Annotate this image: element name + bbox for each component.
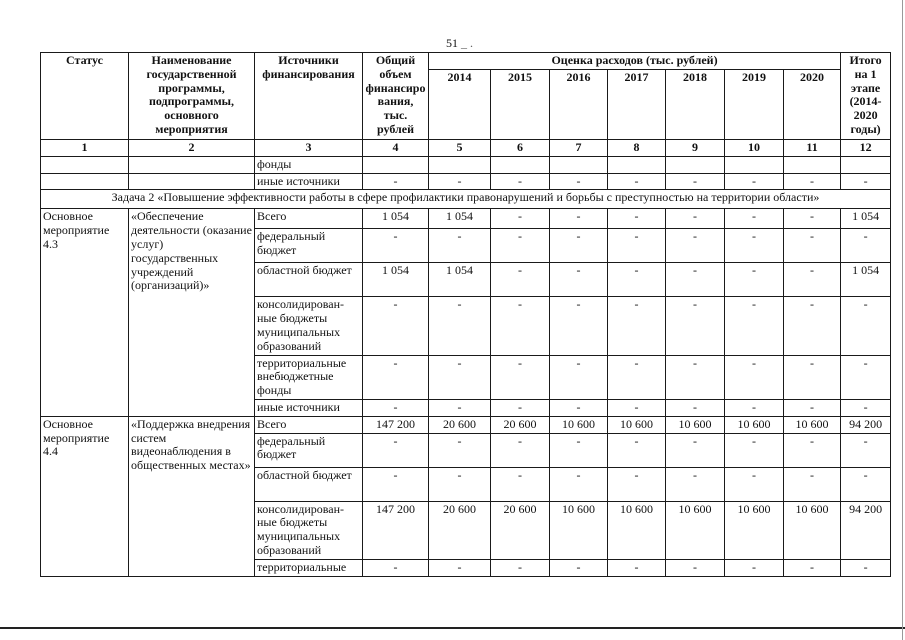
value-cell: - bbox=[429, 433, 491, 467]
source-cell: иные источники bbox=[255, 399, 363, 416]
value-cell: - bbox=[550, 297, 608, 355]
value-cell: - bbox=[491, 467, 550, 501]
value-cell: - bbox=[608, 433, 666, 467]
column-number: 6 bbox=[491, 139, 550, 156]
source-cell: областной бюджет bbox=[255, 467, 363, 501]
value-cell: - bbox=[429, 399, 491, 416]
source-cell: Всего bbox=[255, 416, 363, 433]
value-cell: 20 600 bbox=[429, 416, 491, 433]
value-cell: 10 600 bbox=[666, 501, 725, 559]
value-cell: 10 600 bbox=[784, 416, 841, 433]
value-cell: - bbox=[491, 355, 550, 399]
value-cell: 10 600 bbox=[666, 416, 725, 433]
table-row bbox=[41, 173, 891, 190]
value-cell: - bbox=[491, 173, 550, 190]
task-heading: Задача 2 «Повышение эффективности работы в сфере профилактики правонарушений и борьбы с преступностью на территории области» bbox=[41, 190, 891, 209]
scan-bottom-border bbox=[0, 627, 905, 629]
source-cell: Всего bbox=[255, 209, 363, 229]
value-cell: - bbox=[666, 355, 725, 399]
value-cell: 10 600 bbox=[608, 501, 666, 559]
source-cell: федеральный бюджет bbox=[255, 229, 363, 263]
value-cell: - bbox=[725, 467, 784, 501]
value-cell: - bbox=[784, 559, 841, 576]
value-cell: - bbox=[363, 399, 429, 416]
column-number: 4 bbox=[363, 139, 429, 156]
value-cell: 1 054 bbox=[429, 209, 491, 229]
name-cell bbox=[129, 156, 255, 173]
header-year: 2016 bbox=[550, 69, 608, 139]
header-year: 2015 bbox=[491, 69, 550, 139]
value-cell: - bbox=[784, 399, 841, 416]
value-cell: - bbox=[550, 559, 608, 576]
value-cell: - bbox=[608, 209, 666, 229]
source-cell: фонды bbox=[255, 156, 363, 173]
table-row bbox=[41, 416, 891, 433]
source-cell: территориальные bbox=[255, 559, 363, 576]
value-cell: - bbox=[363, 229, 429, 263]
value-cell: - bbox=[429, 229, 491, 263]
value-cell: - bbox=[550, 209, 608, 229]
value-cell bbox=[608, 156, 666, 173]
value-cell: - bbox=[841, 297, 891, 355]
value-cell: - bbox=[608, 263, 666, 297]
value-cell: - bbox=[363, 559, 429, 576]
value-cell bbox=[725, 156, 784, 173]
value-cell: - bbox=[550, 399, 608, 416]
source-cell: консолидирован-ные бюджеты муниципальных образований bbox=[255, 501, 363, 559]
value-cell: - bbox=[608, 297, 666, 355]
value-cell: - bbox=[666, 433, 725, 467]
header-name: Наименование государственной программы, подпрограммы, основного мероприятия bbox=[129, 53, 255, 140]
value-cell: - bbox=[841, 173, 891, 190]
value-cell: - bbox=[841, 229, 891, 263]
value-cell bbox=[363, 156, 429, 173]
value-cell: - bbox=[841, 467, 891, 501]
header-sources: Источники финансирования bbox=[255, 53, 363, 140]
value-cell: - bbox=[550, 467, 608, 501]
column-number: 9 bbox=[666, 139, 725, 156]
status-cell bbox=[41, 156, 129, 173]
value-cell: - bbox=[491, 263, 550, 297]
value-cell: - bbox=[841, 559, 891, 576]
value-cell: - bbox=[725, 297, 784, 355]
value-cell bbox=[550, 156, 608, 173]
header-stage-total: Итого на 1 этапе (2014-2020 годы) bbox=[841, 53, 891, 140]
value-cell: 1 054 bbox=[363, 263, 429, 297]
column-number: 5 bbox=[429, 139, 491, 156]
value-cell: - bbox=[784, 263, 841, 297]
column-number: 8 bbox=[608, 139, 666, 156]
column-number: 7 bbox=[550, 139, 608, 156]
scan-right-border bbox=[902, 0, 903, 640]
value-cell: - bbox=[725, 229, 784, 263]
value-cell: - bbox=[550, 229, 608, 263]
measure-name: «Поддержка внедрения систем видеонаблюдения в общественных местах» bbox=[129, 416, 255, 576]
source-cell: иные источники bbox=[255, 173, 363, 190]
value-cell: - bbox=[725, 263, 784, 297]
value-cell: - bbox=[666, 173, 725, 190]
header-year: 2019 bbox=[725, 69, 784, 139]
value-cell: - bbox=[491, 433, 550, 467]
value-cell: - bbox=[608, 229, 666, 263]
value-cell: 1 054 bbox=[841, 263, 891, 297]
header-status: Статус bbox=[41, 53, 129, 140]
value-cell: - bbox=[608, 399, 666, 416]
column-number: 10 bbox=[725, 139, 784, 156]
column-number: 11 bbox=[784, 139, 841, 156]
value-cell: - bbox=[784, 433, 841, 467]
value-cell: 10 600 bbox=[725, 501, 784, 559]
value-cell: - bbox=[784, 355, 841, 399]
value-cell: - bbox=[363, 433, 429, 467]
value-cell: - bbox=[429, 173, 491, 190]
header-total: Общий объем финансиро вания, тыс. рублей bbox=[363, 53, 429, 140]
value-cell: - bbox=[666, 399, 725, 416]
page-number: 51 _ . bbox=[446, 36, 473, 51]
value-cell: - bbox=[666, 263, 725, 297]
column-number: 1 bbox=[41, 139, 129, 156]
column-number: 2 bbox=[129, 139, 255, 156]
value-cell: - bbox=[550, 433, 608, 467]
value-cell: 147 200 bbox=[363, 501, 429, 559]
column-number: 3 bbox=[255, 139, 363, 156]
value-cell: - bbox=[608, 467, 666, 501]
value-cell: - bbox=[666, 559, 725, 576]
header-year: 2020 bbox=[784, 69, 841, 139]
table-row bbox=[41, 156, 891, 173]
source-cell: территориальные внебюджетные фонды bbox=[255, 355, 363, 399]
value-cell: - bbox=[550, 173, 608, 190]
budget-table bbox=[40, 52, 891, 577]
value-cell: - bbox=[841, 399, 891, 416]
value-cell: - bbox=[550, 263, 608, 297]
value-cell: - bbox=[491, 399, 550, 416]
value-cell: - bbox=[725, 433, 784, 467]
value-cell: 20 600 bbox=[429, 501, 491, 559]
header-year: 2017 bbox=[608, 69, 666, 139]
status-cell bbox=[41, 173, 129, 190]
value-cell: - bbox=[363, 355, 429, 399]
value-cell: 20 600 bbox=[491, 416, 550, 433]
column-number: 12 bbox=[841, 139, 891, 156]
value-cell bbox=[491, 156, 550, 173]
value-cell: - bbox=[491, 229, 550, 263]
measure-status: Основное мероприятие 4.4 bbox=[41, 416, 129, 576]
value-cell: - bbox=[429, 355, 491, 399]
value-cell: - bbox=[429, 559, 491, 576]
value-cell bbox=[666, 156, 725, 173]
value-cell: - bbox=[725, 173, 784, 190]
source-cell: федеральный бюджет bbox=[255, 433, 363, 467]
value-cell: - bbox=[666, 467, 725, 501]
value-cell: 147 200 bbox=[363, 416, 429, 433]
value-cell: - bbox=[666, 209, 725, 229]
value-cell bbox=[841, 156, 891, 173]
value-cell: - bbox=[725, 399, 784, 416]
value-cell: - bbox=[608, 559, 666, 576]
value-cell: - bbox=[491, 297, 550, 355]
value-cell: - bbox=[363, 467, 429, 501]
source-cell: областной бюджет bbox=[255, 263, 363, 297]
value-cell: - bbox=[784, 209, 841, 229]
value-cell: 20 600 bbox=[491, 501, 550, 559]
header-year: 2014 bbox=[429, 69, 491, 139]
value-cell: - bbox=[429, 467, 491, 501]
value-cell: - bbox=[363, 297, 429, 355]
value-cell: 94 200 bbox=[841, 416, 891, 433]
value-cell: - bbox=[725, 209, 784, 229]
value-cell: - bbox=[666, 297, 725, 355]
measure-name: «Обеспечение деятельности (оказание услуг) государственных учреждений (организаций)» bbox=[129, 209, 255, 416]
value-cell: - bbox=[784, 467, 841, 501]
value-cell: 94 200 bbox=[841, 501, 891, 559]
value-cell: 10 600 bbox=[550, 416, 608, 433]
value-cell: 10 600 bbox=[784, 501, 841, 559]
value-cell: - bbox=[841, 433, 891, 467]
value-cell: - bbox=[429, 297, 491, 355]
value-cell: - bbox=[608, 355, 666, 399]
value-cell bbox=[429, 156, 491, 173]
value-cell: 1 054 bbox=[841, 209, 891, 229]
value-cell: - bbox=[725, 355, 784, 399]
value-cell: - bbox=[784, 229, 841, 263]
value-cell: - bbox=[491, 559, 550, 576]
value-cell: - bbox=[550, 355, 608, 399]
value-cell: - bbox=[784, 173, 841, 190]
task-row bbox=[41, 190, 891, 209]
value-cell: - bbox=[725, 559, 784, 576]
header-year: 2018 bbox=[666, 69, 725, 139]
value-cell: 10 600 bbox=[725, 416, 784, 433]
measure-status: Основное мероприятие 4.3 bbox=[41, 209, 129, 416]
value-cell bbox=[784, 156, 841, 173]
source-cell: консолидирован-ные бюджеты муниципальных образований bbox=[255, 297, 363, 355]
value-cell: 1 054 bbox=[429, 263, 491, 297]
name-cell bbox=[129, 173, 255, 190]
value-cell: - bbox=[363, 173, 429, 190]
value-cell: - bbox=[608, 173, 666, 190]
value-cell: - bbox=[841, 355, 891, 399]
value-cell: - bbox=[491, 209, 550, 229]
value-cell: 1 054 bbox=[363, 209, 429, 229]
value-cell: - bbox=[666, 229, 725, 263]
value-cell: 10 600 bbox=[550, 501, 608, 559]
value-cell: 10 600 bbox=[608, 416, 666, 433]
value-cell: - bbox=[784, 297, 841, 355]
table-row bbox=[41, 209, 891, 229]
header-estimate: Оценка расходов (тыс. рублей) bbox=[429, 53, 841, 70]
